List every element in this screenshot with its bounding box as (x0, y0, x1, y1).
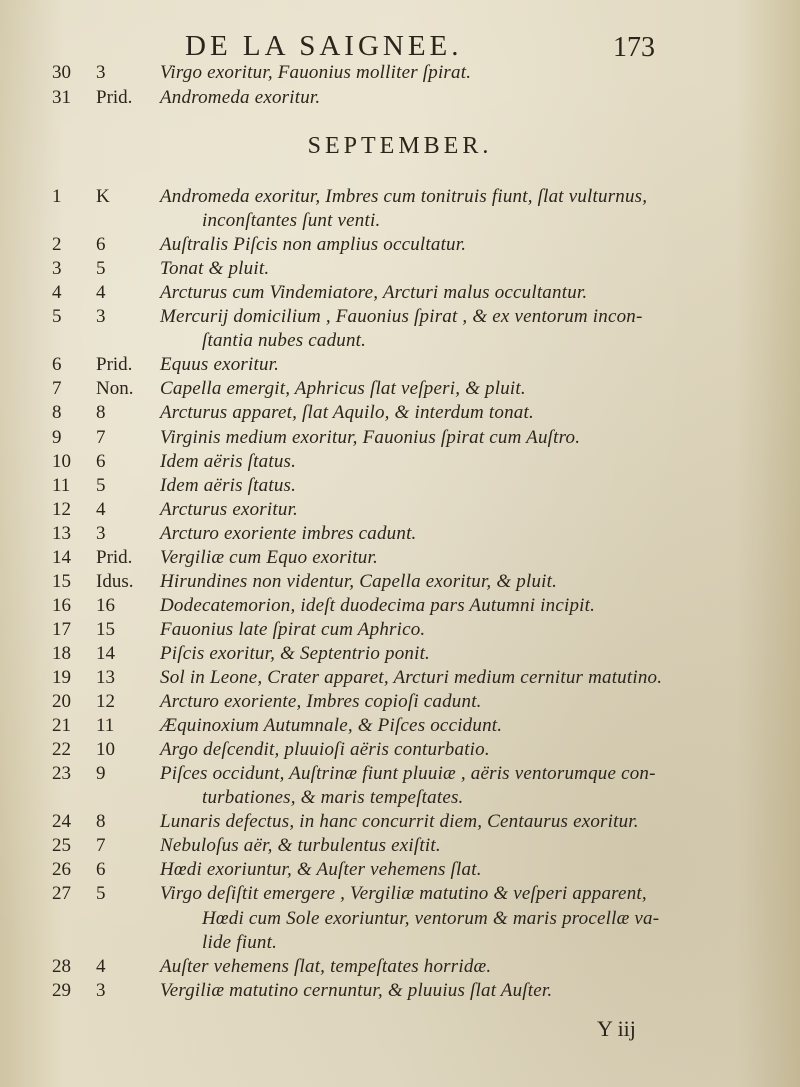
calendar-entry-text: Andromeda exoritur. (160, 87, 321, 108)
roman-date: 3 (96, 979, 106, 1001)
calendar-entry-text: turbationes, & maris tempeſtates. (202, 787, 464, 809)
calendar-entry-text: Argo deſcendit, pluuioſi aëris conturbatio. (160, 739, 490, 761)
day-number: 7 (52, 378, 62, 400)
roman-date: Non. (96, 378, 134, 400)
calendar-entry-text: Capella emergit, Aphricus ſlat veſperi, & pluit. (160, 378, 526, 400)
roman-date: 4 (96, 498, 106, 520)
day-number: 10 (52, 450, 71, 472)
roman-date: Prid. (96, 546, 133, 568)
roman-date: 11 (96, 715, 115, 737)
calendar-entry-text: Arcturus cum Vindemiatore, Arcturi malus occultantur. (160, 282, 588, 304)
calendar-entry-text: Andromeda exoritur, Imbres cum tonitruis fiunt, ſlat vulturnus, (160, 186, 648, 207)
roman-date: 14 (96, 642, 115, 664)
roman-date: K (96, 186, 110, 207)
running-title: DE LA SAIGNEE. (185, 30, 463, 62)
calendar-entry-text: Vergiliæ cum Equo exoritur. (160, 546, 378, 568)
calendar-entry-text: ſtantia nubes cadunt. (202, 330, 367, 352)
day-number: 13 (52, 522, 71, 544)
day-number: 24 (52, 811, 71, 833)
calendar-entry-text: Fauonius late ſpirat cum Aphrico. (160, 618, 426, 640)
day-number: 8 (52, 402, 62, 424)
roman-date: 12 (96, 691, 115, 713)
calendar-entry-text: Sol in Leone, Crater apparet, Arcturi medium cernitur matutino. (160, 667, 663, 688)
calendar-entry-text: Arcturo exoriente, Imbres copioſi cadunt. (160, 691, 482, 713)
calendar-line (0, 980, 800, 1009)
calendar-entry-text: Piſcis exoritur, & Septentrio ponit. (160, 642, 431, 664)
calendar-entry-text: Nebuloſus aër, & turbulentus exiſtit. (160, 835, 441, 857)
calendar-entry-text: Idem aëris ſtatus. (160, 450, 297, 472)
calendar-entry-text: Hœdi exoriuntur, & Auſter vehemens ſlat. (160, 859, 482, 881)
day-number: 2 (52, 234, 62, 256)
roman-date: 10 (96, 739, 115, 761)
day-number: 25 (52, 835, 71, 857)
day-number: 28 (52, 955, 71, 977)
roman-date: 5 (96, 474, 106, 496)
calendar-entry-text: Arcturus exoritur. (160, 498, 299, 520)
roman-date: Prid. (96, 354, 133, 376)
calendar-entry-text: Arcturus apparet, ſlat Aquilo, & interdum tonat. (160, 402, 534, 424)
day-number: 16 (52, 594, 71, 616)
calendar-entry-text: Hirundines non videntur, Capella exoritur, & pluit. (160, 570, 558, 592)
roman-date: 9 (96, 763, 106, 785)
day-number: 22 (52, 739, 71, 761)
day-number: 19 (52, 667, 71, 688)
roman-date: 5 (96, 883, 106, 905)
calendar-entry-text: Idem aëris ſtatus. (160, 474, 297, 496)
calendar-entry-text: Lunaris defectus, in hanc concurrit diem, Centaurus exoritur. (160, 811, 639, 833)
roman-date: 4 (96, 955, 106, 977)
month-heading: SEPTEMBER. (307, 133, 493, 159)
roman-date: 15 (96, 618, 115, 640)
day-number: 11 (52, 474, 71, 496)
day-number: 5 (52, 306, 62, 328)
roman-date: 6 (96, 234, 106, 256)
page-number: 173 (613, 32, 655, 63)
calendar-entry-text: inconſtantes ſunt venti. (202, 210, 381, 232)
calendar-entry-text: lide fiunt. (202, 931, 278, 953)
day-number: 9 (52, 426, 62, 448)
roman-date: 3 (96, 522, 106, 544)
roman-date: 16 (96, 594, 115, 616)
day-number: 6 (52, 354, 62, 376)
day-number: 31 (52, 87, 71, 108)
roman-date: 13 (96, 667, 115, 688)
calendar-line (0, 87, 800, 116)
calendar-entry-text: Equus exoritur. (160, 354, 280, 376)
roman-date: 5 (96, 258, 106, 280)
day-number: 17 (52, 618, 71, 640)
day-number: 3 (52, 258, 62, 280)
calendar-entry-text: Tonat & pluit. (160, 258, 270, 280)
day-number: 29 (52, 979, 71, 1001)
roman-date: 8 (96, 811, 106, 833)
calendar-entry-text: Mercurij domicilium , Fauonius ſpirat , & ex ventorum incon- (160, 306, 643, 328)
day-number: 12 (52, 498, 71, 520)
day-number: 15 (52, 570, 71, 592)
roman-date: 8 (96, 402, 106, 424)
day-number: 1 (52, 186, 62, 207)
roman-date: Idus. (96, 570, 134, 592)
roman-date: 4 (96, 282, 106, 304)
roman-date: 7 (96, 835, 106, 857)
roman-date: Prid. (96, 87, 133, 108)
day-number: 21 (52, 715, 71, 737)
roman-date: 3 (96, 306, 106, 328)
page-header (185, 30, 655, 66)
calendar-entry-text: Virgo exoritur, Fauonius molliter ſpirat. (160, 62, 472, 83)
day-number: 23 (52, 763, 71, 785)
roman-date: 3 (96, 62, 106, 83)
calendar-entry-text: Piſces occidunt, Auſtrinæ fiunt pluuiæ , aëris ventorumque con- (160, 763, 656, 785)
roman-date: 7 (96, 426, 106, 448)
calendar-entry-text: Virgo deſiſtit emergere , Vergiliæ matutino & veſperi apparent, (160, 883, 647, 905)
calendar-entry-text: Dodecatemorion, ideſt duodecima pars Autumni incipit. (160, 594, 596, 616)
calendar-entry-text: Arcturo exoriente imbres cadunt. (160, 522, 417, 544)
day-number: 14 (52, 546, 71, 568)
day-number: 30 (52, 62, 71, 83)
calendar-entry-text: Æquinoxium Autumnale, & Piſces occidunt. (160, 715, 503, 737)
calendar-entry-text: Hœdi cum Sole exoriuntur, ventorum & maris procellæ va- (202, 907, 660, 929)
calendar-entry-text: Vergiliæ matutino cernuntur, & pluuius ſlat Auſter. (160, 979, 553, 1001)
day-number: 27 (52, 883, 71, 905)
roman-date: 6 (96, 450, 106, 472)
day-number: 26 (52, 859, 71, 881)
roman-date: 6 (96, 859, 106, 881)
calendar-entry-text: Auſter vehemens ſlat, tempeſtates horridæ. (160, 955, 492, 977)
day-number: 20 (52, 691, 71, 713)
calendar-entry-text: Virginis medium exoritur, Fauonius ſpirat cum Auſtro. (160, 426, 581, 448)
calendar-entry-text: Auſtralis Piſcis non amplius occultatur. (160, 234, 467, 256)
day-number: 18 (52, 642, 71, 664)
day-number: 4 (52, 282, 62, 304)
signature-mark: Y iij (597, 1016, 636, 1041)
